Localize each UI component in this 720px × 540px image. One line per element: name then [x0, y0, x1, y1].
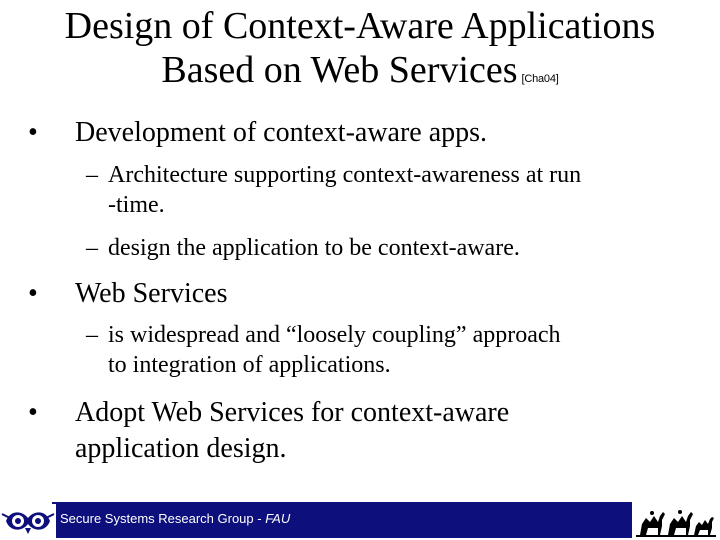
bullet-mark: • — [28, 397, 38, 428]
title-line-2-text: Based on Web Services — [161, 49, 518, 91]
footer-group: Secure Systems Research Group — [60, 511, 254, 526]
bullet-web-services — [28, 276, 227, 312]
bullet-line-1: Adopt Web Services for context-aware — [75, 397, 510, 428]
dash-mark: – — [86, 235, 98, 261]
subitem-line-1: design the application to be context-aware. — [108, 235, 520, 261]
slide-title — [0, 4, 720, 101]
footer — [0, 502, 720, 540]
footer-org: FAU — [265, 511, 291, 526]
footer-separator: - — [253, 511, 266, 526]
bullet-text: Development of context-aware apps. — [75, 117, 488, 148]
dash-mark: – — [86, 162, 98, 188]
subitem-line-1: Architecture supporting context-awareness at run — [108, 162, 582, 188]
dash-mark: – — [86, 322, 98, 348]
bullet-adopt — [28, 395, 509, 467]
bullet-text: Web Services — [75, 278, 228, 309]
subitem-architecture — [86, 160, 581, 220]
title-line-1: Design of Context-Aware Applications — [64, 5, 656, 47]
bullet-mark: • — [28, 117, 38, 148]
title-line-2 — [0, 48, 720, 101]
footer-text — [60, 511, 290, 526]
subitem-line-1: is widespread and “loosely coupling” approach — [108, 322, 561, 348]
subitem-design — [86, 233, 520, 263]
subitem-line-2: -time. — [108, 192, 165, 218]
bullet-development — [28, 115, 487, 151]
owl-logo-icon — [0, 504, 56, 538]
camel-caravan-icon — [632, 502, 720, 540]
subitem-line-2: to integration of applications. — [108, 352, 391, 378]
subitem-widespread — [86, 320, 561, 380]
bullet-line-2: application design. — [75, 433, 287, 464]
citation: [Cha04] — [521, 73, 559, 85]
bullet-mark: • — [28, 278, 38, 309]
